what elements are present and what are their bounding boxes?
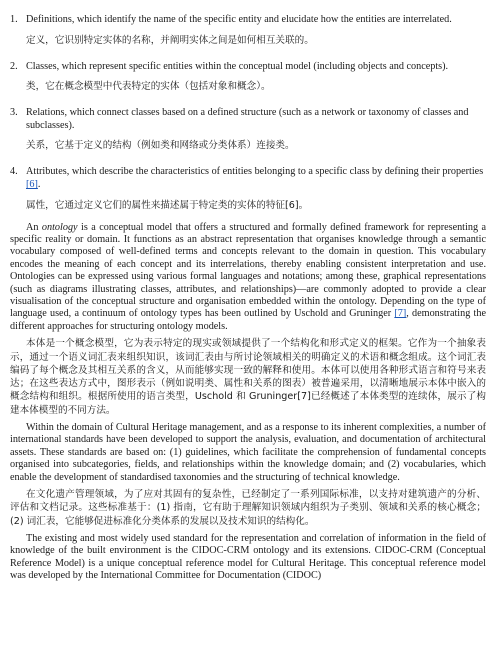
definition-item-2: [10, 61, 486, 94]
definition-text-zh: 类，它在概念模型中代表特定的实体（包括对象和概念）。: [26, 81, 271, 93]
definition-item-3: [10, 107, 486, 152]
list-item-body: [26, 14, 486, 47]
cidoc-paragraph-en: The existing and most widely used standard for the representation and correlation of information in the field of knowledge of the built environment is the CIDOC-CRM ontology and its extensions. CIDOC-CRM (Conceptual Reference Model) is a unique conceptual reference model for Cultural Heritage. This conceptual reference model was developed by the International Committee for Documentation (CIDOC): [10, 532, 486, 582]
list-number: 3.: [10, 107, 18, 119]
ontology-paragraph-en: [10, 222, 486, 334]
citation-link[interactable]: [7]: [394, 308, 407, 320]
ontology-paragraph-start: An: [26, 221, 42, 233]
definition-item-1: [10, 14, 486, 47]
definition-text-en-main: Attributes, which describe the characteristics of entities belonging to a specific class by defining their properties: [26, 166, 484, 178]
definition-text-en: [26, 166, 486, 191]
definition-text-zh: 关系，它基于定义的结构（例如类和网络或分类体系）连接类。: [26, 140, 295, 152]
definition-text-en: Definitions, which identify the name of the specific entity and elucidate how the entities are interrelated.: [26, 14, 452, 25]
definition-text-zh: 定义，它识别特定实体的名称，并阐明实体之间是如何相互关联的。: [26, 34, 314, 46]
definition-text-en: Classes, which represent specific entities within the conceptual model (including objects and concepts).: [26, 60, 449, 72]
ontology-paragraph-zh: 本体是一个概念模型，它为表示特定的现实或领域提供了一个结构化和形式定义的框架。它作为一个抽象表示，通过一个语义词汇表来组织知识，该词汇表由与所讨论领域相关的明确定义的术语和概念组成。这个词汇表编码了每个概念及其相互关系的含义，从而能够实现一致的解释和使用。本体可以使用各种形式语言和符号来表达；在这些表达方式中，图形表示（例如说明类、属性和关系的图表）被普遍采用，以清晰地展示本体中嵌入的概念结构和组织。根据所使用的语言类型，Uschold 和 Gruninger[7]已经概述了本体类型的连续体，展示了构建本体模型的不同方法。: [10, 338, 486, 416]
list-number: 2.: [10, 60, 18, 72]
ontology-paragraph-end: , demonstrating the different approaches for structuring ontology models.: [10, 308, 486, 332]
list-item-body: [26, 61, 486, 94]
definition-text-en-end: .: [37, 178, 41, 190]
citation-link[interactable]: [6]: [26, 178, 38, 190]
heritage-paragraph-zh: 在文化遗产管理领域，为了应对其固有的复杂性，已经制定了一系列国际标准，以支持对建筑遗产的分析、评估和文档记录。这些标准基于：(1) 指南，它有助于理解知识领域内组织为子类别、领域和关系的核心概念；(2) 词汇表，它能够促进标准化分类体系的发展以及技术知识的结构化。: [10, 489, 486, 527]
list-item-body: [26, 166, 486, 211]
definitions-list: [10, 14, 486, 212]
heritage-paragraph-en: Within the domain of Cultural Heritage management, and as a response to its inherent complexities, a number of international standards have been developed to support the analysis, evaluation, and documentation of architectural assets. These standards are based on: (1) guidelines, which facilitate the comprehension of fundamental concepts organised into subcategories, fields, and relationships within the knowledge domain; and (2) vocabularies, which enable the development of standardised taxonomies and the structuring of technical knowledge.: [10, 422, 486, 483]
list-number: 1.: [10, 14, 18, 25]
definition-item-4: [10, 166, 486, 211]
definition-text-en: Relations, which connect classes based on a defined structure (such as a network or taxonomy of classes and subclasses).: [26, 107, 469, 131]
list-item-body: [26, 107, 486, 152]
list-number: 4.: [10, 166, 18, 178]
definition-text-zh: 属性，它通过定义它们的属性来描述属于特定类的实体的特征[6]。: [26, 199, 309, 211]
ontology-term: ontology: [41, 221, 78, 233]
ontology-paragraph-body: is a conceptual model that offers a structured and formally defined framework for representing a specific reality or domain. It functions as an abstract representation that organises knowledge through a semantic vocabulary composed of well-defined terms and concepts relevant to the domain in question. This vocabulary encodes the meaning of each concept and its interrelations, thereby enabling consistent interpretation and use. Ontologies can be expressed using various formal languages and notations; among these, graphical representations (such as diagrams illustrating classes, attributes, and relationships)—are commonly adopted to provide a clear visualisation of the conceptual structure and organisation embedded within the ontology. Depending on the type of language used, a continuum of ontology types has been outlined by Uschold and Gruninger: [10, 221, 486, 320]
